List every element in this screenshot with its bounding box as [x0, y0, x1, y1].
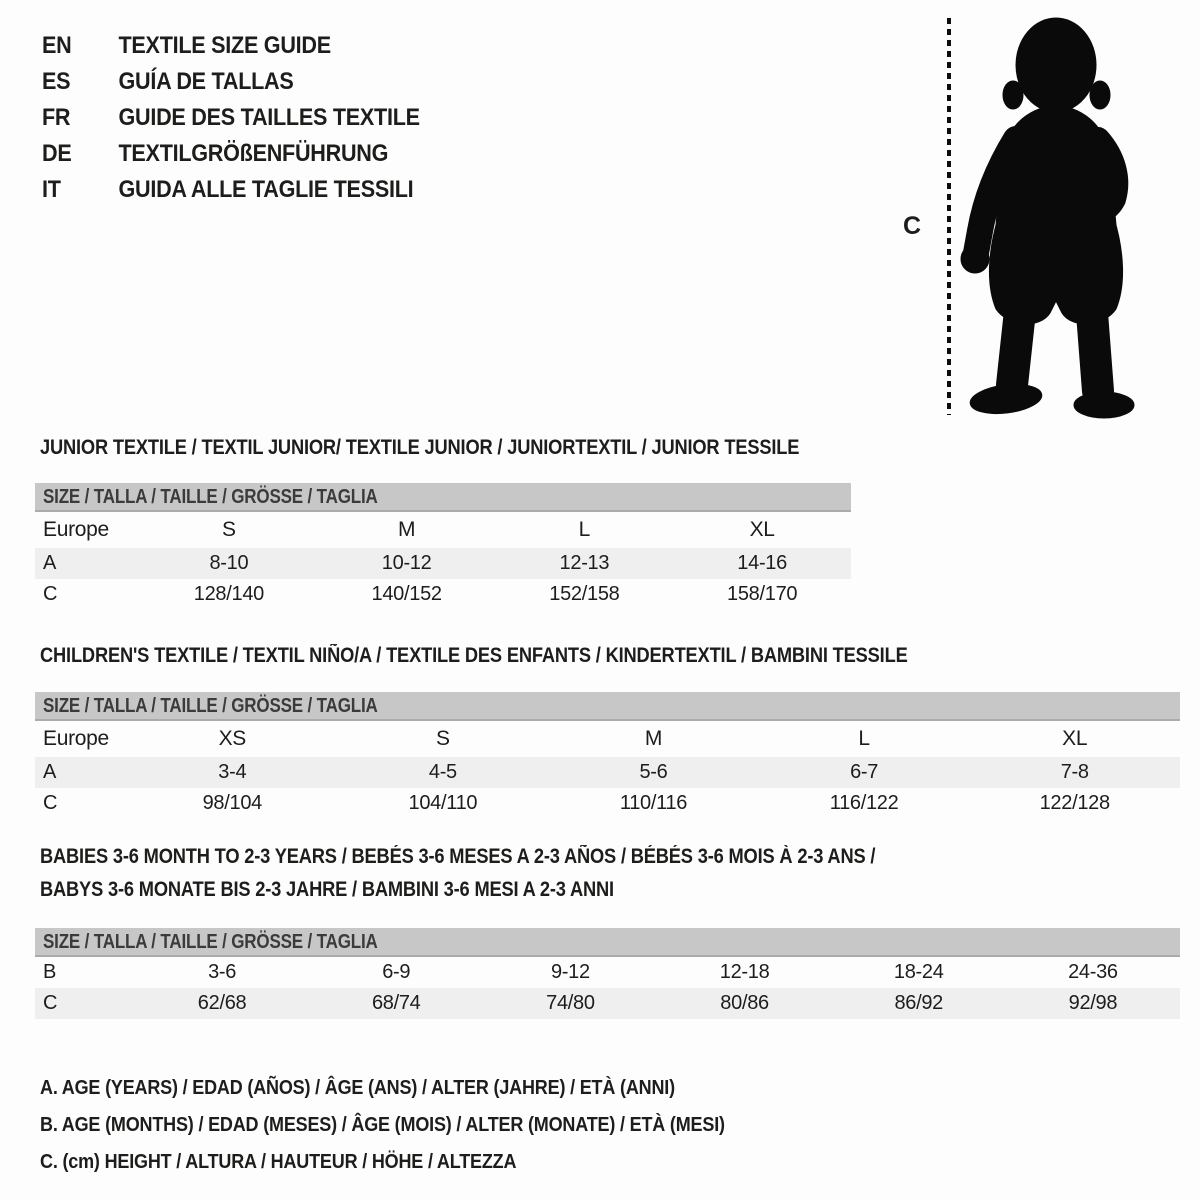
value-cell: 7-8	[1060, 761, 1089, 783]
size-header-bar	[35, 483, 851, 512]
value-cell: 140/152	[371, 583, 442, 605]
value-cell: 8-10	[209, 552, 249, 574]
value-cell: 4-5	[428, 761, 457, 783]
value-cell: 68/74	[371, 992, 421, 1014]
size-header-label: SIZE / TALLA / TAILLE / GRÖSSE / TAGLIA	[43, 931, 378, 953]
size-cell: L	[858, 727, 870, 750]
row-label: C	[43, 583, 58, 605]
table-row-sizes	[35, 512, 851, 548]
section-title-babies-line2: BABYS 3-6 MONATE BIS 2-3 JAHRE / BAMBINI 3-6 MESI A 2-3 ANNI	[40, 878, 614, 901]
size-cell: M	[644, 727, 663, 750]
lang-code: IT	[42, 176, 61, 203]
size-header-bar	[35, 928, 1180, 957]
value-cell: 92/98	[1068, 992, 1118, 1014]
legend-age-years: A. AGE (YEARS) / EDAD (AÑOS) / ÂGE (ANS) / ALTER (JAHRE) / ETÀ (ANNI)	[40, 1077, 675, 1099]
table-row-height-cm	[35, 579, 851, 610]
guide-title: GUIDA ALLE TAGLIE TESSILI	[118, 176, 414, 203]
lang-row-it	[42, 172, 420, 208]
guide-title: TEXTILE SIZE GUIDE	[118, 32, 331, 59]
value-cell: 14-16	[737, 552, 787, 574]
value-cell: 10-12	[381, 552, 432, 574]
value-cell: 6-9	[382, 961, 411, 983]
value-cell: 122/128	[1039, 792, 1110, 814]
value-cell: 3-6	[208, 961, 237, 983]
legend-block	[40, 1070, 801, 1181]
table-row-height-cm	[35, 988, 1180, 1019]
table-row-age-months	[35, 957, 1180, 988]
section-title-babies-line1: BABIES 3-6 MONTH TO 2-3 YEARS / BEBÉS 3-6 MESES A 2-3 AÑOS / BÉBÉS 3-6 MOIS À 2-3 ANS /	[40, 845, 876, 868]
lang-code: EN	[42, 32, 72, 59]
value-cell: 80/86	[720, 992, 769, 1014]
size-cell: S	[222, 518, 236, 541]
lang-code: DE	[42, 140, 72, 167]
value-cell: 12-13	[559, 552, 610, 574]
table-row-age-years	[35, 757, 1180, 788]
value-cell: 128/140	[193, 583, 264, 605]
height-measure-dashed-line	[947, 18, 951, 415]
size-header-bar	[35, 692, 1180, 721]
guide-title: TEXTILGRÖßENFÜHRUNG	[118, 140, 389, 167]
value-cell: 12-18	[719, 961, 770, 983]
guide-title: GUÍA DE TALLAS	[118, 68, 294, 95]
value-cell: 110/116	[619, 792, 688, 814]
value-cell: 104/110	[408, 792, 478, 814]
row-label: A	[43, 552, 57, 574]
lang-row-fr	[42, 100, 420, 136]
table-row-height-cm	[35, 788, 1180, 819]
legend-height-cm: C. (cm) HEIGHT / ALTURA / HAUTEUR / HÖHE / ALTEZZA	[40, 1151, 517, 1173]
legend-age-months: B. AGE (MONTHS) / EDAD (MESES) / ÂGE (MOIS) / ALTER (MONATE) / ETÀ (MESI)	[40, 1114, 725, 1136]
size-header-label: SIZE / TALLA / TAILLE / GRÖSSE / TAGLIA	[43, 695, 378, 717]
babies-size-table	[35, 928, 1180, 1019]
size-cell: XL	[1062, 727, 1088, 750]
toddler-silhouette-icon	[956, 13, 1144, 419]
lang-code: FR	[42, 104, 71, 131]
value-cell: 18-24	[893, 961, 944, 983]
size-header-label: SIZE / TALLA / TAILLE / GRÖSSE / TAGLIA	[43, 486, 378, 508]
lang-row-en	[42, 28, 420, 64]
value-cell: 24-36	[1068, 961, 1118, 983]
value-cell: 98/104	[202, 792, 262, 814]
size-cell: S	[436, 727, 450, 750]
size-cell: XL	[749, 518, 775, 541]
value-cell: 5-6	[639, 761, 668, 783]
value-cell: 9-12	[550, 961, 590, 983]
table-row-sizes	[35, 721, 1180, 757]
value-cell: 3-4	[218, 761, 247, 783]
lang-code: ES	[42, 68, 71, 95]
size-cell: XS	[218, 727, 246, 750]
size-cell: L	[578, 518, 591, 541]
row-label: B	[43, 961, 57, 983]
size-cell: M	[398, 518, 416, 541]
table-row-age-years	[35, 548, 851, 579]
height-measure-label: C	[903, 212, 922, 240]
value-cell: 74/80	[546, 992, 595, 1014]
section-title-children: CHILDREN'S TEXTILE / TEXTIL NIÑO/A / TEXTILE DES ENFANTS / KINDERTEXTIL / BAMBINI TESSILE	[40, 644, 908, 667]
value-cell: 6-7	[850, 761, 879, 783]
lang-row-es	[42, 64, 420, 100]
junior-size-table	[35, 483, 851, 610]
value-cell: 62/68	[197, 992, 247, 1014]
value-cell: 158/170	[727, 583, 798, 605]
language-title-block	[42, 28, 462, 208]
row-label: Europe	[43, 727, 109, 750]
value-cell: 116/122	[829, 792, 899, 814]
guide-title: GUIDE DES TAILLES TEXTILE	[118, 104, 420, 131]
row-label: C	[43, 792, 58, 814]
children-size-table	[35, 692, 1180, 819]
value-cell: 86/92	[894, 992, 944, 1014]
row-label: C	[43, 992, 58, 1014]
value-cell: 152/158	[549, 583, 620, 605]
section-title-junior: JUNIOR TEXTILE / TEXTIL JUNIOR/ TEXTILE JUNIOR / JUNIORTEXTIL / JUNIOR TESSILE	[40, 436, 800, 459]
row-label: A	[43, 761, 57, 783]
row-label: Europe	[43, 518, 109, 541]
lang-row-de	[42, 136, 420, 172]
